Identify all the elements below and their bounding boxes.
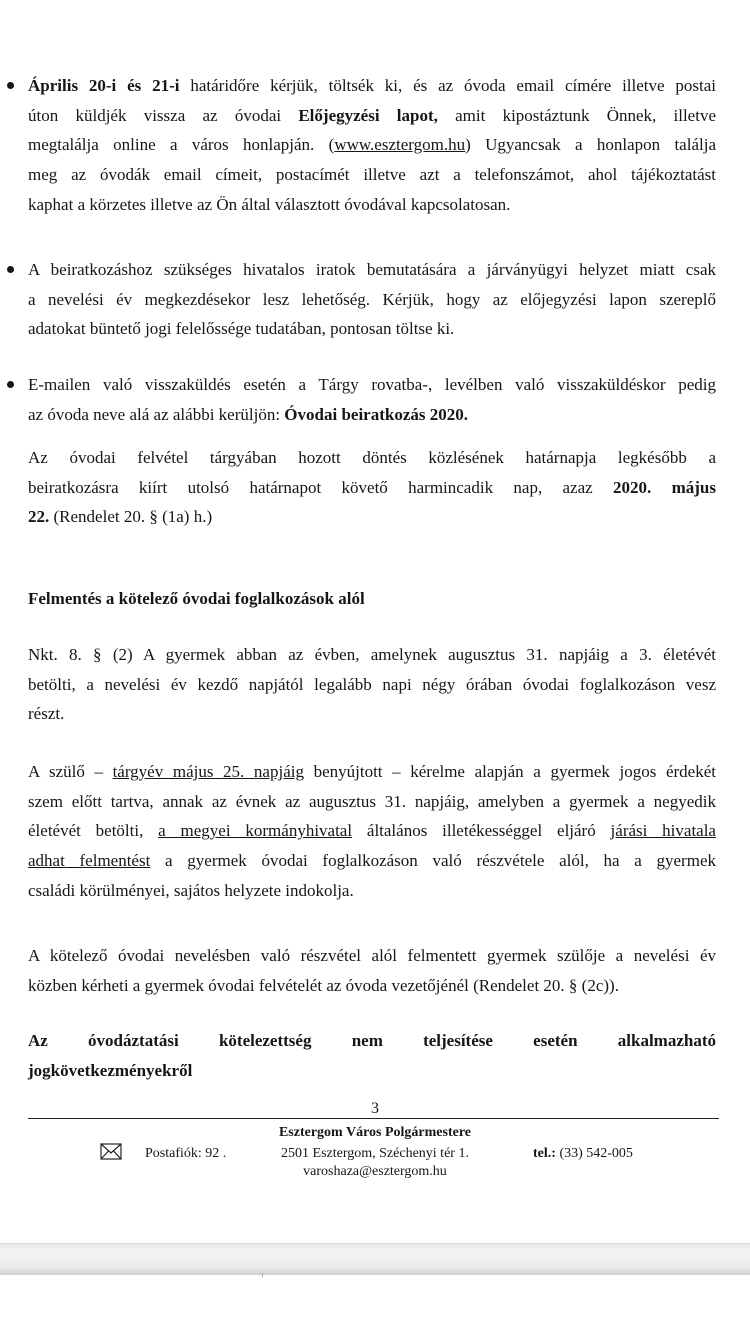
footer-org: Esztergom Város Polgármestere — [278, 1125, 472, 1140]
underlined-text: járási hivatala — [610, 821, 716, 841]
bold-text: 2020. május — [613, 477, 716, 497]
footer-phone-value: (33) 542-005 — [555, 1146, 633, 1161]
text-line — [28, 190, 716, 220]
footer-phone-label: tel.: — [533, 1146, 556, 1161]
footer-pobox: Postafiók: 92 . — [145, 1146, 227, 1161]
text-run: E-mailen való visszaküldés esetén a Tárgy rovatba-, levélben való visszaküldéskor pedig — [28, 375, 716, 394]
text-line — [28, 71, 716, 101]
text-line — [28, 1026, 716, 1056]
text-line — [28, 846, 716, 876]
text-run: betölti, a nevelési év kezdő napjától legalább napi négy órában óvodai foglalkozáson vesz — [28, 674, 716, 694]
bold-text: Előjegyzési lapot, — [298, 105, 438, 125]
text-line — [28, 370, 716, 400]
text-line — [28, 285, 716, 315]
bold-text: Óvodai beiratkozás 2020. — [284, 404, 468, 424]
text-run: részt. — [28, 704, 65, 724]
bold-text: Az óvodáztatási kötelezettség nem teljesítése esetén alkalmazható — [28, 1031, 716, 1050]
footer-email[interactable]: varoshaza@esztergom.hu — [303, 1164, 447, 1179]
exemption-paragraph — [28, 757, 716, 906]
text-run: általános illetékességgel eljáró — [352, 821, 611, 841]
text-line — [28, 584, 716, 614]
bullet-paragraph — [28, 370, 716, 429]
bold-text: jogkövetkezményekről — [28, 1060, 193, 1080]
bullet-marker — [7, 82, 14, 89]
bold-text: Április 20-i és 21-i — [28, 76, 180, 95]
text-run: az óvoda neve alá az alábbi kerüljön: — [28, 404, 285, 424]
deadline-paragraph — [28, 443, 716, 532]
text-line — [28, 473, 716, 503]
text-run: A beiratkozáshoz szükséges hivatalos iratok bemutatására a járványügyi helyzet miatt csak — [28, 260, 716, 279]
text-run: közben kérheti a gyermek óvodai felvételét az óvoda vezetőjénél (Rendelet 20. § (2c)). — [28, 975, 619, 995]
text-line — [28, 640, 716, 670]
text-line — [28, 699, 716, 729]
footer-divider — [28, 1118, 719, 1119]
text-run: beiratkozásra kiírt utolsó határnapot követő harmincadik nap, azaz — [28, 477, 614, 497]
text-run: A szülő – — [28, 762, 113, 781]
bullet-paragraph — [28, 71, 716, 220]
text-line — [28, 876, 716, 906]
text-run: Nkt. 8. § (2) A gyermek abban az évben, amelynek augusztus 31. napjáig a 3. életévét — [28, 645, 716, 664]
bullet-marker — [7, 266, 14, 273]
text-line — [28, 971, 716, 1001]
text-run: megtalálja online a város honlapján. ( — [28, 135, 335, 155]
text-line — [28, 130, 716, 160]
underlined-text: adhat felmentést — [28, 851, 151, 871]
text-line — [28, 314, 716, 344]
text-line — [28, 443, 716, 473]
page-number: 3 — [371, 1100, 379, 1117]
text-run: A kötelező óvodai nevelésben való részvétel alól felmentett gyermek szülője a nevelési év — [28, 946, 716, 965]
text-run: a gyermek óvodai foglalkozáson való részvétele alól, ha a gyermek — [150, 851, 716, 871]
text-line — [28, 816, 716, 846]
text-run: Az óvodai felvétel tárgyában hozott döntés közlésének határnapja legkésőbb a — [28, 448, 716, 467]
underlined-text: tárgyév május 25. napjáig — [112, 762, 304, 781]
text-run: családi körülményei, sajátos helyzete indokolja. — [28, 880, 354, 900]
footer-address: 2501 Esztergom, Széchenyi tér 1. — [281, 1146, 469, 1161]
text-line — [28, 502, 716, 532]
section-heading — [28, 584, 716, 614]
bold-text: Felmentés a kötelező óvodai foglalkozások alól — [28, 589, 365, 608]
text-run: szem előtt tartva, annak az évnek az augusztus 31. napjáig, amelyben a gyermek a negyedik — [28, 791, 716, 811]
admission-paragraph — [28, 941, 716, 1000]
footer-phone — [533, 1145, 633, 1162]
consequences-heading — [28, 1026, 716, 1085]
law-paragraph — [28, 640, 716, 729]
text-run: adatokat büntető jogi felelőssége tudatában, pontosan töltse ki. — [28, 319, 455, 339]
text-line — [28, 757, 716, 787]
text-line — [28, 670, 716, 700]
text-line — [28, 787, 716, 817]
text-line — [28, 255, 716, 285]
text-line — [28, 101, 716, 131]
text-line — [28, 1056, 716, 1086]
underlined-text: www.esztergom.hu — [334, 135, 466, 155]
text-run: életévét betölti, — [28, 821, 159, 841]
text-line — [28, 400, 716, 430]
text-run: határidőre kérjük, töltsék ki, és az óvoda email címére illetve postai — [179, 76, 717, 95]
bullet-paragraph — [28, 255, 716, 344]
text-run: úton küldjék vissza az óvodai — [28, 105, 299, 125]
bold-text: 22. — [28, 507, 50, 527]
text-run: benyújtott – kérelme alapján a gyermek jogos érdekét — [303, 762, 716, 781]
text-run: amit kipostáztunk Önnek, illetve — [437, 105, 716, 125]
text-run: (Rendelet 20. § (1a) h.) — [49, 507, 213, 527]
text-line — [28, 941, 716, 971]
text-run: kaphat a körzetes illetve az Ön által választott óvodával kapcsolatosan. — [28, 194, 511, 214]
text-run: ) Ugyancsak a honlapon találja — [465, 135, 716, 155]
text-line — [28, 160, 716, 190]
text-run: a nevelési év megkezdésekor lesz lehetőség. Kérjük, hogy az előjegyzési lapon szereplő — [28, 289, 716, 309]
text-run: meg az óvodák email címeit, postacímét illetve azt a telefonszámot, ahol tájékoztatást — [28, 165, 716, 185]
bullet-marker — [7, 381, 14, 388]
viewer-bottom-bar — [0, 1243, 750, 1275]
underlined-text: a megyei kormányhivatal — [158, 821, 353, 841]
